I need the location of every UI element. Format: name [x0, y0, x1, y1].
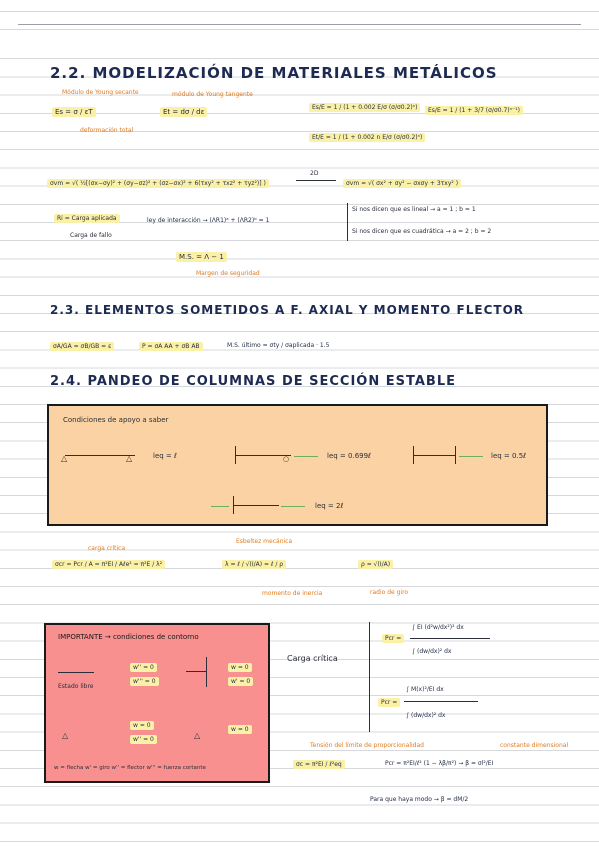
eq-strain-compat: σA/GA = σB/GB = ε [50, 342, 114, 351]
bc-fixed-2: w' = 0 [228, 677, 253, 686]
bc-pinned-1: w = 0 [130, 721, 154, 730]
note-total-strain: deformación total [80, 127, 134, 134]
support-conditions-box [47, 404, 548, 526]
bc-pinned-2: w'' = 0 [130, 735, 157, 744]
eq-critical-stress: σcr = Pcr / A = π²EI / Aℓe² = π²E / λ² [52, 560, 165, 569]
load-arrow [281, 506, 305, 507]
eq-safety-margin: M.S. = Λ − 1 [176, 252, 227, 262]
eq-secant-modulus: Es = σ / εT [52, 107, 96, 117]
eq-gyration-radius: ρ = √(I/A) [358, 560, 393, 569]
eq-interaction-law: ley de interacción → (ΛR1)ᵃ + (ΛR2)ᵇ = 1 [147, 217, 270, 224]
pcr-label-2: Pcr = [378, 698, 400, 707]
important-boundary-conditions-box [44, 623, 270, 783]
important-title: IMPORTANTE → condiciones de contorno [58, 633, 199, 641]
beam-fixed-bc [186, 671, 206, 672]
free-state-label: Estado libre [58, 683, 94, 690]
case-linear: Si nos dicen que es lineal → a = 1 ; b = 1 [352, 206, 476, 213]
eq-ri-denominator: Carga de fallo [70, 232, 112, 239]
pcr-label-1: Pcr = [382, 634, 404, 643]
bc-free-2: w''' = 0 [130, 677, 159, 686]
support-conditions-title: Condiciones de apoyo a saber [63, 416, 169, 424]
bc-fixed-1: w = 0 [228, 663, 252, 672]
note-slenderness: Esbeltez mecánica [236, 538, 293, 545]
eq-von-mises: σvm = √( ½[(σx−σy)² + (σy−σz)² + (σz−σx)² + 6(τxy² + τxz² + τyz²)] ) [47, 179, 269, 188]
eq-secant-ratio: Es/E = 1 / (1 + 0.002 E/σ (σ/σ0.2)ⁿ) [309, 103, 420, 112]
eq-limit-stress: σc = π²EI / ℓ²eq [293, 760, 345, 769]
eq-pcr-inelastic: Pcr = π²EI/ℓ² (1 − λβ/π²) → β = σl²/EI [385, 760, 494, 767]
eq-von-mises-2d: σvm = √( σx² + σy² − σxσy + 3τxy² ) [343, 179, 461, 188]
beam-free [58, 672, 94, 673]
leq-pinned-pinned: leq = ℓ [153, 452, 177, 460]
arrow-2d [296, 180, 336, 181]
section-2-3-title: 2.3. ELEMENTOS SOMETIDOS A F. AXIAL Y MOMENTO FLECTOR [50, 303, 525, 317]
eq-mode-condition: Para que haya modo → β = dM/2 [370, 796, 469, 803]
top-rule [18, 24, 581, 25]
pcr-moment-denominator: ∫ (dw/dx)² dx [406, 712, 446, 719]
pcr-energy-denominator: ∫ (dw/dx)² dx [412, 648, 452, 655]
pcr-energy-numerator: ∫ EI (d²w/dx²)² dx [412, 624, 464, 631]
eq-ri-numerator: Ri = Carga aplicada [54, 214, 120, 223]
beam-pinned-pinned [65, 455, 135, 456]
eq-tangent-ratio: Et/E = 1 / (1 + 0.002 n E/σ (σ/σ0.2)ⁿ) [309, 133, 425, 142]
eq-secant-ratio-2: Es/E = 1 / (1 + 3/7 (σ/σ0.7)ⁿ⁻¹) [425, 106, 523, 115]
leq-fixed-pinned: leq = 0.699ℓ [327, 452, 371, 460]
note-gyration-radius: radio de giro [370, 589, 409, 596]
load-arrow [459, 456, 483, 457]
bc-free-1: w'' = 0 [130, 663, 157, 672]
eq-slenderness: λ = ℓ / √(I/A) = ℓ / ρ [222, 560, 286, 569]
roller-support-icon: ○ [283, 455, 290, 463]
bc-legend: w = flecha w' = giro w'' = flector w''' = fuerza cortante [54, 765, 206, 771]
eq-tangent-modulus: Et = dσ / dε [160, 107, 207, 117]
note-critical-load: carga crítica [88, 545, 126, 552]
bc-roller: w = 0 [228, 725, 252, 734]
fraction-bar [404, 701, 478, 702]
leq-fixed-fixed: leq = 0.5ℓ [491, 452, 527, 460]
arrow-2d-label: 2D [310, 170, 319, 177]
pcr-moment-numerator: ∫ M(x)²/EI dx [406, 686, 444, 693]
pin-support-left-icon: △ [61, 454, 68, 463]
case-brace [347, 203, 348, 241]
critical-load-label: Carga crítica [287, 654, 338, 663]
roller-support-icon: △ [194, 731, 201, 740]
load-arrow [211, 506, 229, 507]
fraction-bar [410, 638, 490, 639]
note-secant-modulus: Módulo de Young secante [62, 89, 139, 96]
eq-axial-force: P = σA AA + σB AB [139, 342, 203, 351]
fixed-wall-bc [206, 657, 207, 687]
note-dimensional-constant: constante dimensional [500, 742, 569, 749]
note-inertia: momento de inercia [262, 590, 323, 597]
note-safety-margin: Margen de seguridad [196, 270, 260, 277]
case-quadratic: Si nos dicen que es cuadrática → a = 2 ; b = 2 [352, 228, 492, 235]
load-arrow [294, 456, 318, 457]
pin-support-icon: △ [62, 731, 69, 740]
leq-cantilever: leq = 2ℓ [315, 502, 344, 510]
section-2-4-title: 2.4. PANDEO DE COLUMNAS DE SECCIÓN ESTABLE [50, 374, 456, 389]
critical-brace [369, 622, 370, 732]
section-2-2-title: 2.2. MODELIZACIÓN DE MATERIALES METÁLICOS [50, 64, 498, 82]
note-proportional-limit: Tensión del límite de proporcionalidad [310, 742, 424, 749]
pin-support-right-icon: △ [126, 454, 133, 463]
fixed-wall-right [455, 446, 456, 464]
beam-cantilever [233, 505, 279, 506]
note-tangent-modulus: módulo de Young tangente [172, 91, 253, 98]
eq-ultimate-margin: M.S. último = σty / σaplicada · 1.5 [227, 342, 330, 349]
beam-fixed-fixed [413, 455, 455, 456]
